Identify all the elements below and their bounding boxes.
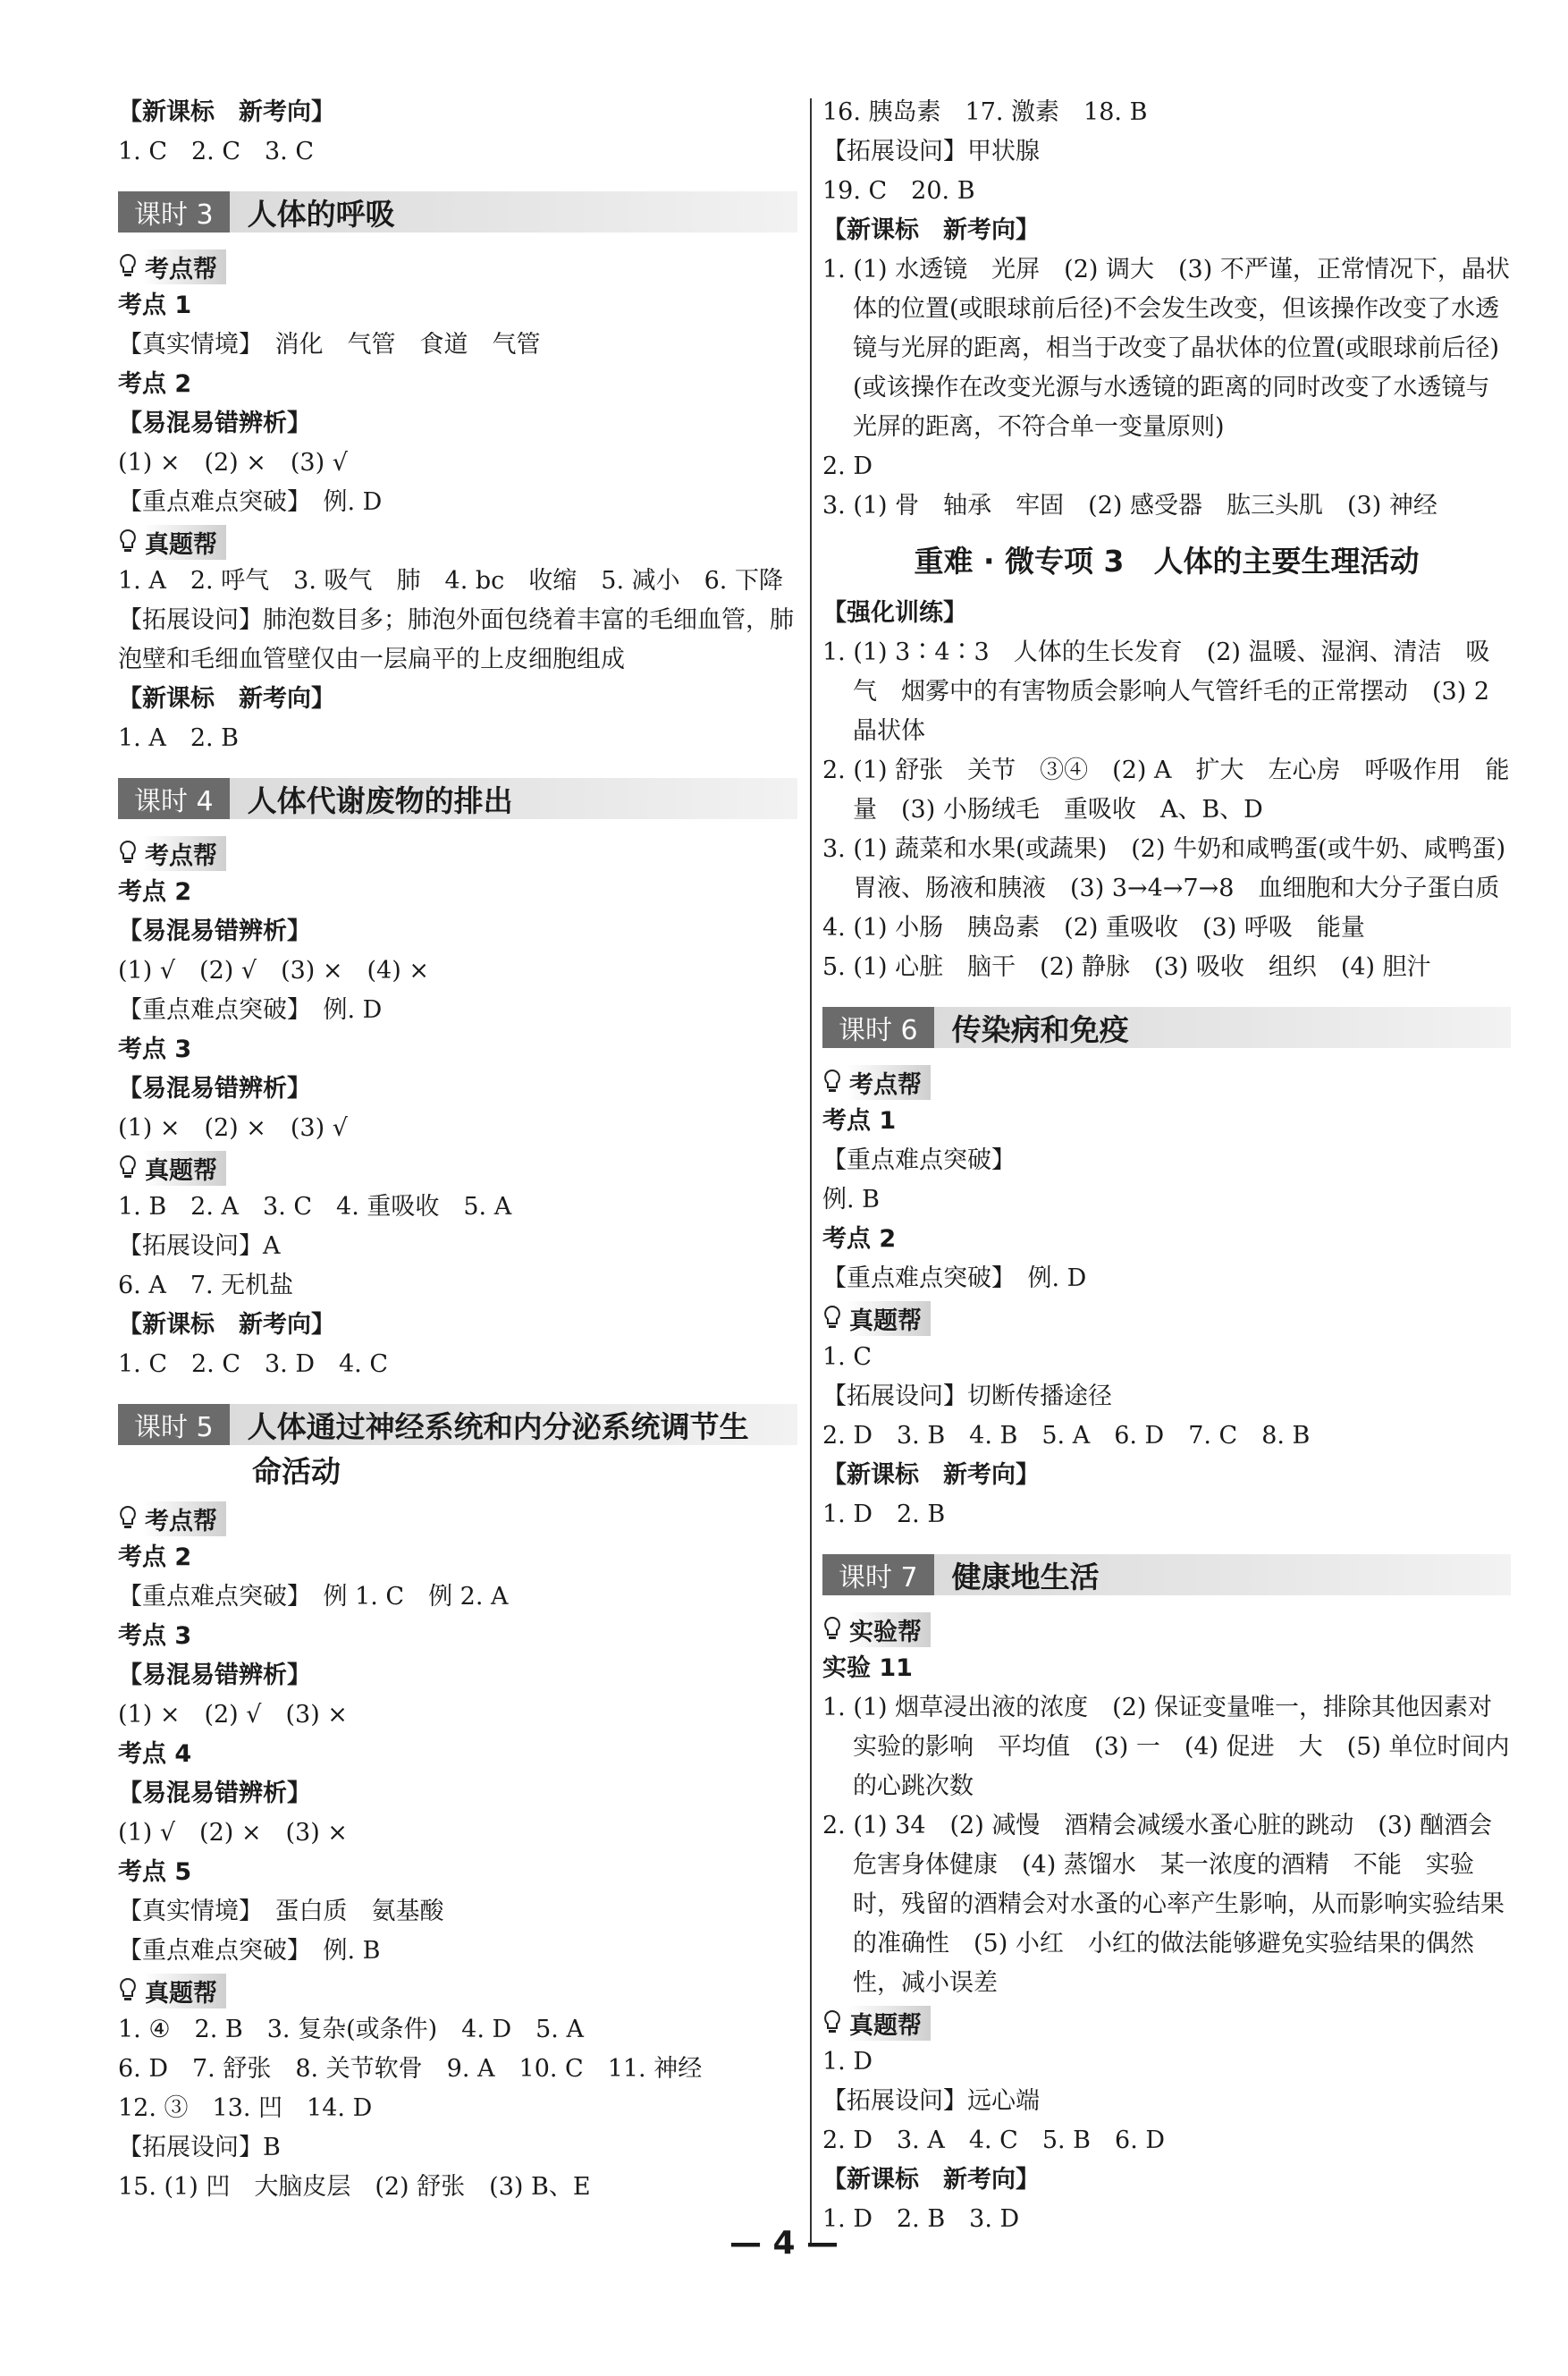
text-line: (1) × (2) √ (3) × bbox=[118, 1701, 348, 1729]
text-line: (1) × (2) × (3) √ bbox=[118, 1114, 348, 1142]
section-header bbox=[118, 1148, 797, 1188]
lightbulb-icon bbox=[118, 1977, 138, 2004]
lesson-header bbox=[118, 778, 797, 819]
left-column bbox=[118, 93, 797, 2207]
lightbulb-icon bbox=[822, 1069, 842, 1095]
text-line: (1) √ (2) √ (3) × (4) × bbox=[118, 957, 429, 985]
section-title: 考点帮 bbox=[143, 836, 226, 871]
text-line: 12. ③ 13. 凹 14. D bbox=[118, 2094, 373, 2122]
text-line: 1. C bbox=[822, 1343, 873, 1371]
text-line: 【拓展设问】远心端 bbox=[822, 2087, 1040, 2115]
answer-item: 2. (1) 舒张 关节 ③④ (2) A 扩大 左心房 呼吸作用 能量 (3) 小肠绒毛 重吸收 A、B、D bbox=[822, 757, 1510, 824]
text-line: 例. B bbox=[822, 1186, 881, 1213]
section-header bbox=[118, 1499, 797, 1538]
text-line: 15. (1) 凹 大脑皮层 (2) 舒张 (3) B、E bbox=[118, 2173, 591, 2201]
answer-item: 1. (1) 水透镜 光屏 (2) 调大 (3) 不严谨，正常情况下，晶状体的位置(或眼球前后径)不会发生改变，但该操作改变了水透镜与光屏的距离，相当于改变了晶状体的位置(或眼球前后径)(或该操作在改变光源与水透镜的距离的同时改变了水透镜与光屏的距离，不符合单一变量原则) bbox=[822, 256, 1510, 441]
section-title: 真题帮 bbox=[143, 525, 226, 560]
text-line: 3. (1) 骨 轴承 牢固 (2) 感受器 肱三头肌 (3) 神经 bbox=[822, 492, 1437, 520]
lightbulb-icon bbox=[822, 1305, 842, 1332]
section-title: 真题帮 bbox=[143, 1151, 226, 1186]
text-line: 考点 1 bbox=[118, 292, 192, 319]
text-line: 【重点难点突破】 例. D bbox=[118, 488, 383, 516]
text-line: 【易混易错辨析】 bbox=[118, 1662, 311, 1689]
lesson-tag: 课时 6 bbox=[822, 1007, 934, 1048]
lightbulb-icon bbox=[822, 2009, 842, 2036]
text-line: 考点 5 bbox=[118, 1858, 192, 1886]
section-header bbox=[118, 1971, 797, 2010]
section-header bbox=[822, 1062, 1511, 1102]
text-line: 【拓展设问】甲状腺 bbox=[822, 138, 1040, 165]
text-line: 1. A 2. B bbox=[118, 724, 240, 752]
text-line: 【新课标 新考向】 bbox=[118, 1311, 335, 1339]
text-line: 【易混易错辨析】 bbox=[118, 917, 311, 945]
text-line: 2. D 3. A 4. C 5. B 6. D bbox=[822, 2127, 1166, 2154]
lesson-header bbox=[822, 1554, 1511, 1595]
lesson-title: 传染病和免疫 bbox=[951, 1011, 1129, 1047]
text-line: 【新课标 新考向】 bbox=[822, 1461, 1040, 1489]
text-line: (1) √ (2) × (3) × bbox=[118, 1819, 348, 1847]
section-header bbox=[822, 1298, 1511, 1338]
text-line: 考点 2 bbox=[822, 1225, 897, 1253]
text-line: 5. (1) 心脏 脑干 (2) 静脉 (3) 吸收 组织 (4) 胆汁 bbox=[822, 953, 1431, 981]
lesson-tag: 课时 5 bbox=[118, 1404, 230, 1445]
lightbulb-icon bbox=[118, 1505, 138, 1532]
section-title: 考点帮 bbox=[847, 1065, 931, 1100]
text-line: 【强化训练】 bbox=[822, 599, 967, 627]
text-line: 【重点难点突破】 例. D bbox=[822, 1264, 1087, 1292]
text-line: 【拓展设问】肺泡数目多；肺泡外面包绕着丰富的毛细血管，肺泡壁和毛细血管壁仅由一层扁平的上皮细胞组成 bbox=[118, 606, 794, 673]
section-title: 真题帮 bbox=[143, 1974, 226, 2008]
text-line: 1. D 2. B bbox=[822, 1501, 946, 1528]
lightbulb-icon bbox=[118, 528, 138, 555]
text-line: 【易混易错辨析】 bbox=[118, 1780, 311, 1807]
text-line: 【重点难点突破】 bbox=[822, 1146, 1016, 1174]
lesson-title: 人体通过神经系统和内分泌系统调节生 bbox=[247, 1408, 749, 1444]
lesson-title: 人体代谢废物的排出 bbox=[247, 782, 513, 818]
lesson-tag: 课时 3 bbox=[118, 191, 230, 233]
text-line: 考点 4 bbox=[118, 1740, 192, 1768]
section-header bbox=[822, 1610, 1511, 1649]
text-line: 考点 3 bbox=[118, 1622, 192, 1650]
text-line: 【新课标 新考向】 bbox=[822, 216, 1040, 244]
text-line: 【拓展设问】B bbox=[118, 2134, 281, 2161]
text-line: 【重点难点突破】 例. D bbox=[118, 996, 383, 1024]
special-topic-title: 重难 · 微专项 3 人体的主要生理活动 bbox=[914, 544, 1420, 579]
lesson-title: 人体的呼吸 bbox=[247, 196, 395, 232]
text-line: 1. C 2. C 3. C bbox=[118, 138, 315, 165]
text-line: 考点 3 bbox=[118, 1036, 192, 1063]
text-line: 【拓展设问】A bbox=[118, 1232, 281, 1260]
lesson-header bbox=[822, 1007, 1511, 1048]
text-line: 1. D 2. B 3. D bbox=[822, 2205, 1020, 2233]
text-line: 6. D 7. 舒张 8. 关节软骨 9. A 10. C 11. 神经 bbox=[118, 2055, 703, 2083]
text-line: 考点 2 bbox=[118, 1543, 192, 1571]
text-line: 6. A 7. 无机盐 bbox=[118, 1272, 294, 1299]
text-line: 【真实情境】 蛋白质 氨基酸 bbox=[118, 1898, 444, 1925]
lesson-title-continued: 命活动 bbox=[252, 1454, 341, 1489]
lesson-tag: 课时 7 bbox=[822, 1554, 934, 1595]
page-number: — 4 — bbox=[729, 2225, 839, 2262]
text-line: 考点 1 bbox=[822, 1107, 897, 1135]
section-title: 真题帮 bbox=[847, 1301, 931, 1336]
text-line: 1. C 2. C 3. D 4. C bbox=[118, 1350, 388, 1378]
text-line: 2. D 3. B 4. B 5. A 6. D 7. C 8. B bbox=[822, 1422, 1311, 1450]
text-line: 【新课标 新考向】 bbox=[822, 2166, 1040, 2194]
text-line: 【拓展设问】切断传播途径 bbox=[822, 1382, 1112, 1410]
text-line: 1. B 2. A 3. C 4. 重吸收 5. A bbox=[118, 1193, 512, 1221]
text-line: 4. (1) 小肠 胰岛素 (2) 重吸收 (3) 呼吸 能量 bbox=[822, 914, 1365, 942]
lesson-title: 健康地生活 bbox=[951, 1559, 1100, 1594]
answer-item: 1. (1) 烟草浸出液的浓度 (2) 保证变量唯一，排除其他因素对实验的影响 平均值 (3) 一 (4) 促进 大 (5) 单位时间内的心跳次数 bbox=[822, 1694, 1510, 1800]
section-title: 真题帮 bbox=[847, 2006, 931, 2041]
column-divider bbox=[810, 98, 812, 2245]
answer-item: 2. (1) 34 (2) 减慢 酒精会减缓水蚤心脏的跳动 (3) 酗酒会危害身体健康 (4) 蒸馏水 某一浓度的酒精 不能 实验时，残留的酒精会对水蚤的心率产生影响，从而影响实验结果的准确性 (5) 小红 小红的做法能够避免实验结果的偶然性，减小误差 bbox=[822, 1812, 1505, 1997]
section-title: 考点帮 bbox=[143, 1501, 226, 1536]
text-line: 【新课标 新考向】 bbox=[118, 685, 335, 713]
text-line: 1. ④ 2. B 3. 复杂(或条件) 4. D 5. A bbox=[118, 2016, 584, 2043]
lightbulb-icon bbox=[118, 840, 138, 867]
answer-item: 3. (1) 蔬菜和水果(或蔬果) (2) 牛奶和咸鸭蛋(或牛奶、咸鸭蛋) 胃液、肠液和胰液 (3) 3→4→7→8 血细胞和大分子蛋白质 bbox=[822, 835, 1530, 902]
text-line: 【重点难点突破】 例. B bbox=[118, 1937, 381, 1965]
section-header bbox=[118, 522, 797, 562]
lightbulb-icon bbox=[118, 253, 138, 280]
text-line: 考点 2 bbox=[118, 878, 192, 906]
text-line: 【易混易错辨析】 bbox=[118, 410, 311, 437]
text-line: (1) × (2) × (3) √ bbox=[118, 449, 348, 477]
text-line: 实验 11 bbox=[822, 1654, 913, 1682]
text-line: 16. 胰岛素 17. 激素 18. B bbox=[822, 98, 1148, 126]
lesson-tag: 课时 4 bbox=[118, 778, 230, 819]
text-line: 考点 2 bbox=[118, 370, 192, 398]
section-title: 实验帮 bbox=[847, 1612, 931, 1647]
text-line: 【真实情境】 消化 气管 食道 气管 bbox=[118, 331, 541, 359]
lesson-header bbox=[118, 1404, 797, 1445]
text-line: 【新课标 新考向】 bbox=[118, 98, 335, 126]
text-line: 2. D bbox=[822, 452, 873, 480]
text-line: 1. A 2. 呼气 3. 吸气 肺 4. bc 收缩 5. 减小 6. 下降 bbox=[118, 567, 783, 595]
text-line: 【重点难点突破】 例 1. C 例 2. A bbox=[118, 1583, 509, 1611]
lightbulb-icon bbox=[118, 1154, 138, 1181]
text-line: 【易混易错辨析】 bbox=[118, 1075, 311, 1103]
right-column bbox=[822, 93, 1530, 2239]
answer-item: 1. (1) 3∶4∶3 人体的生长发育 (2) 温暖、湿润、清洁 吸气 烟雾中的有害物质会影响人气管纤毛的正常摆动 (3) 2 晶状体 bbox=[822, 638, 1514, 745]
section-header bbox=[118, 833, 797, 873]
section-title: 考点帮 bbox=[143, 249, 226, 284]
text-line: 19. C 20. B bbox=[822, 177, 975, 205]
lightbulb-icon bbox=[822, 1616, 842, 1643]
lesson-header bbox=[118, 191, 797, 233]
text-line: 1. D bbox=[822, 2048, 873, 2076]
section-header bbox=[822, 2003, 1511, 2042]
section-header bbox=[118, 247, 797, 286]
